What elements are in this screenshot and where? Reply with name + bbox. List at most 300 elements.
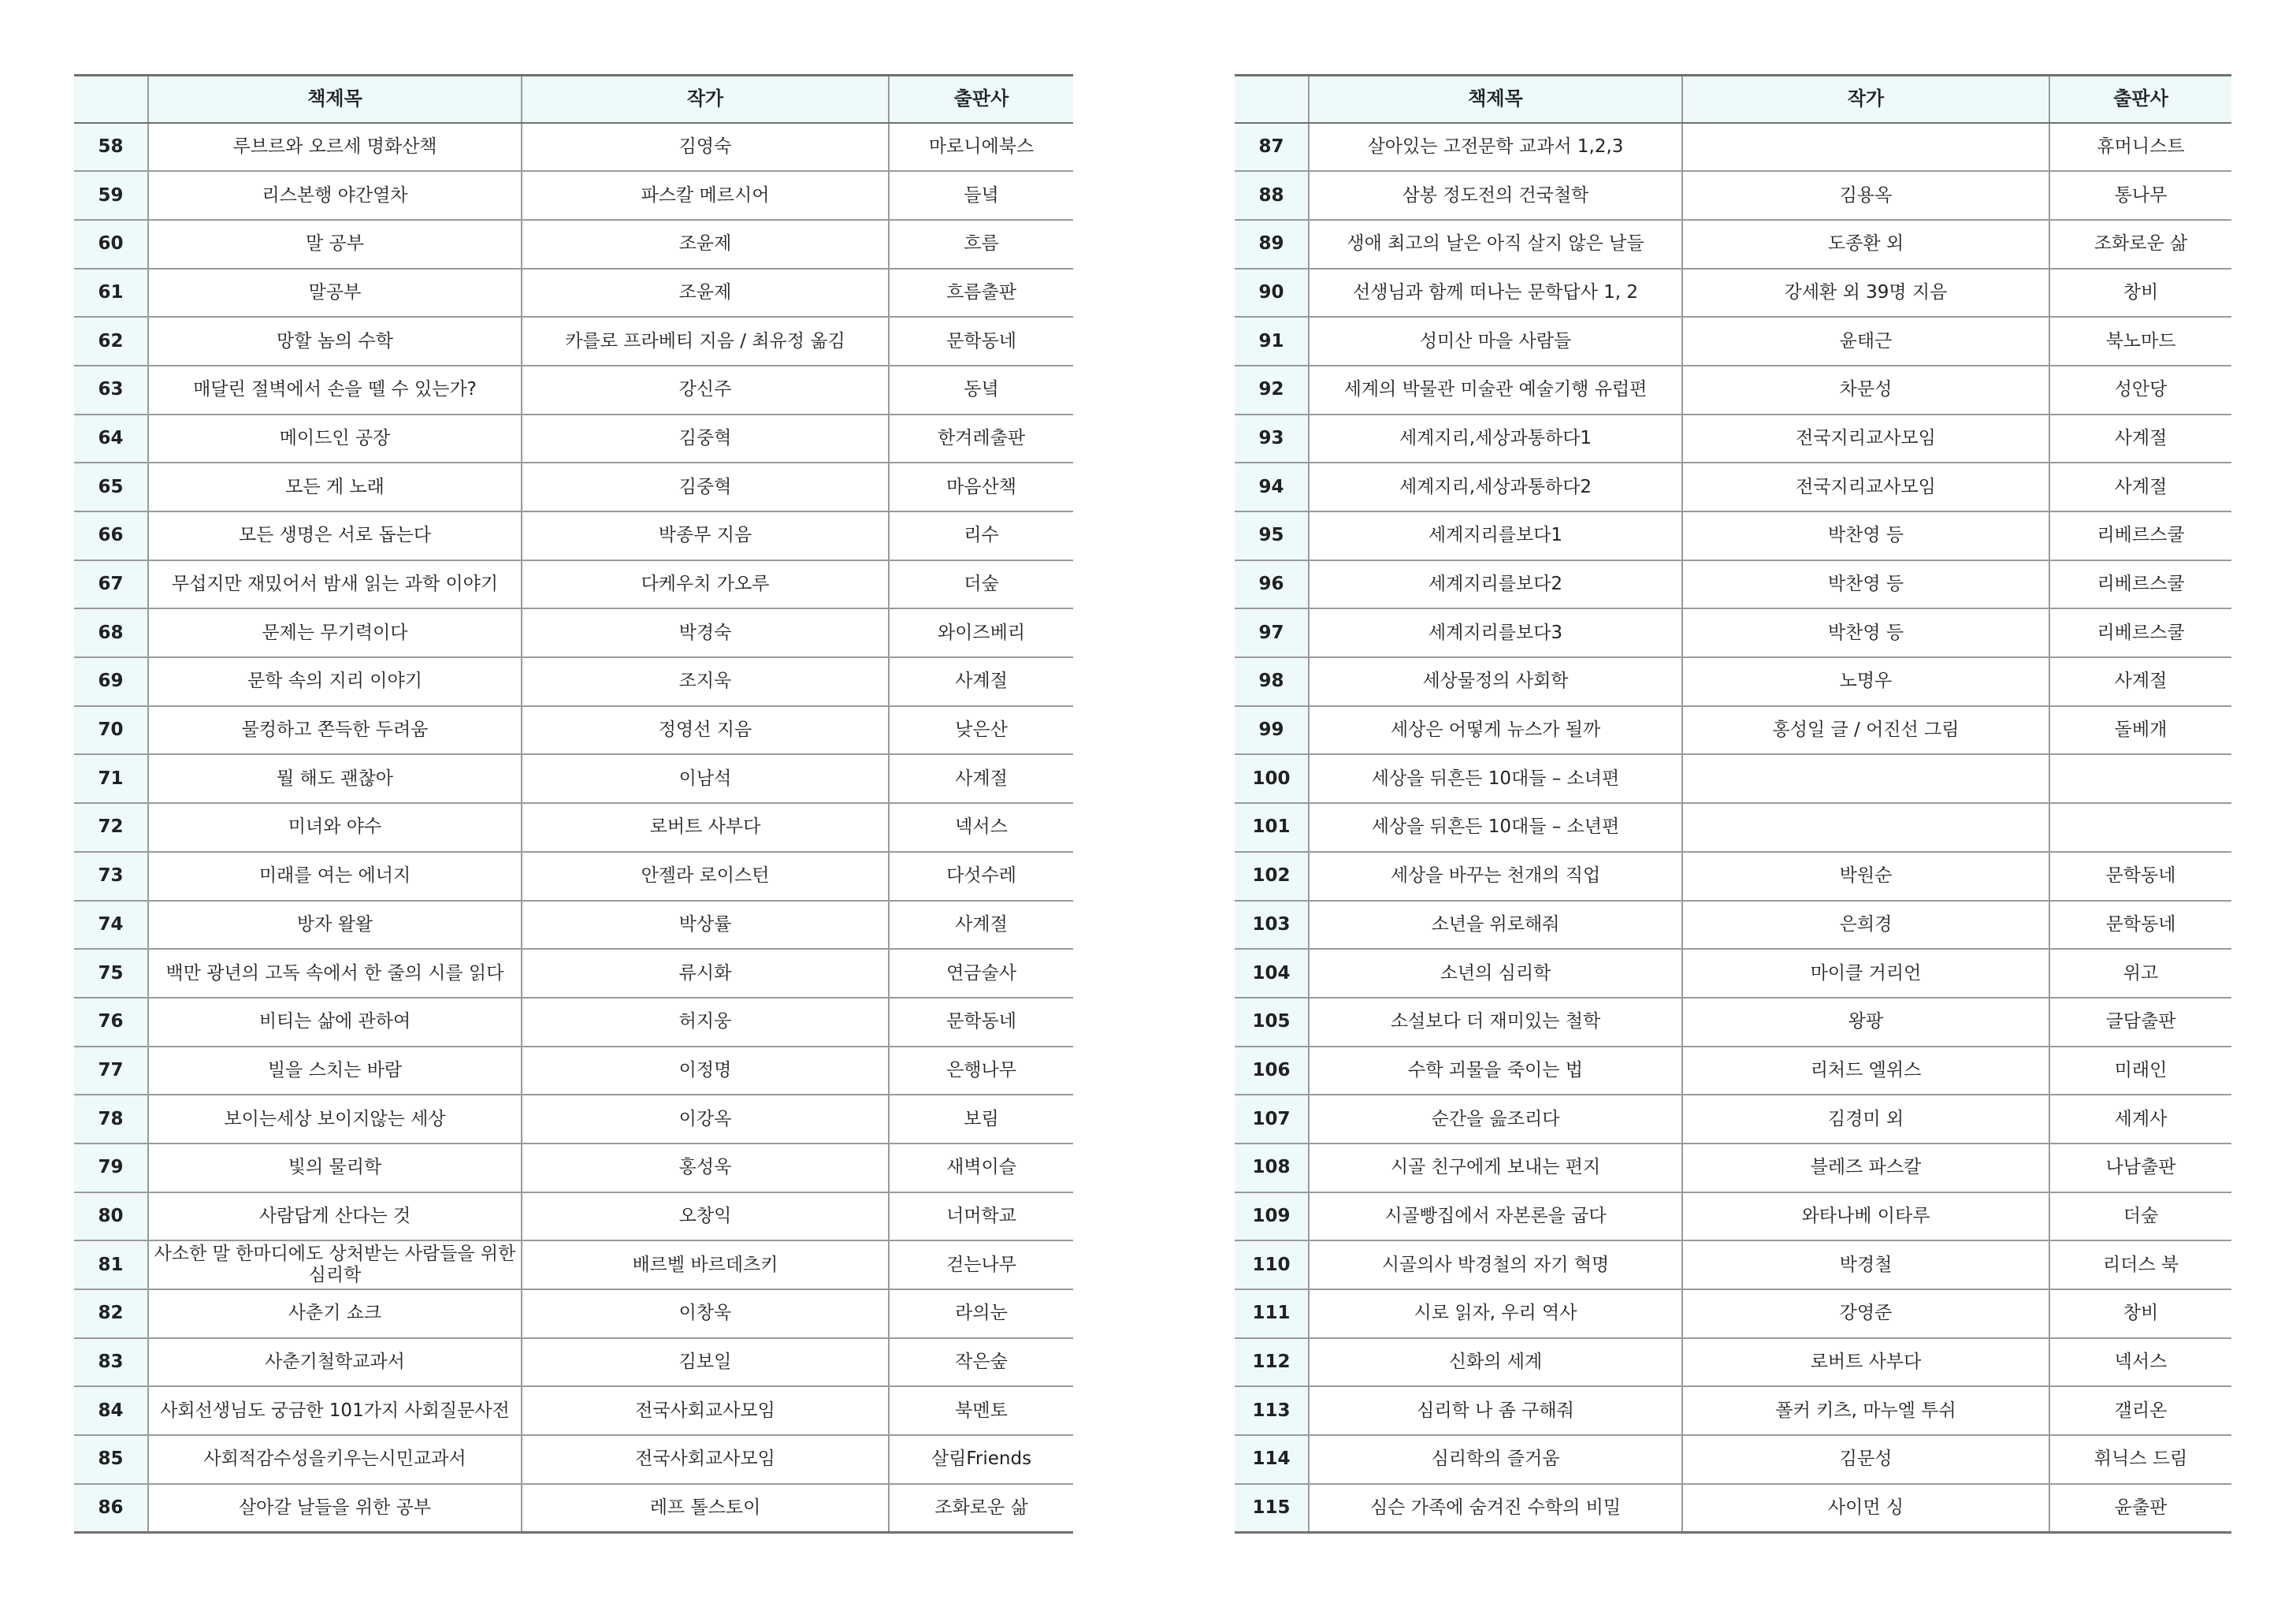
book-title: 시로 읽자, 우리 역사 (1309, 1289, 1682, 1338)
table-row (1235, 269, 2231, 318)
table-row (1235, 998, 2231, 1047)
book-author: 전국지리교사모임 (1682, 415, 2049, 463)
row-number: 94 (1235, 463, 1309, 511)
book-publisher: 세계사 (2049, 1095, 2231, 1144)
table-row (74, 657, 1073, 706)
table-row (74, 754, 1073, 803)
book-publisher: 살림Friends (889, 1435, 1073, 1484)
table-row (74, 1144, 1073, 1192)
book-publisher: 휘닉스 드림 (2049, 1435, 2231, 1484)
book-author: 박경철 (1682, 1240, 2049, 1289)
book-author: 은희경 (1682, 901, 2049, 950)
header-title: 책제목 (1309, 76, 1682, 123)
row-number: 111 (1235, 1289, 1309, 1338)
book-author: 김영숙 (522, 123, 889, 172)
book-author: 박상률 (522, 901, 889, 950)
table-row (1235, 171, 2231, 220)
row-number: 74 (74, 901, 148, 950)
book-publisher: 갤리온 (2049, 1386, 2231, 1435)
book-title: 말공부 (148, 269, 522, 318)
row-number: 58 (74, 123, 148, 172)
book-author: 박원순 (1682, 852, 2049, 901)
table-row (74, 949, 1073, 998)
book-title: 세계지리를보다1 (1309, 511, 1682, 560)
book-title: 세계지리,세상과통하다2 (1309, 463, 1682, 511)
table-header-row (1235, 76, 2231, 123)
header-publisher: 출판사 (2049, 76, 2231, 123)
table-row (1235, 1192, 2231, 1241)
row-number: 92 (1235, 366, 1309, 415)
book-title: 세계의 박물관 미술관 예술기행 유럽편 (1309, 366, 1682, 415)
row-number: 69 (74, 657, 148, 706)
book-title: 사춘기 쇼크 (148, 1289, 522, 1338)
table-row (1235, 1047, 2231, 1095)
book-author: 홍성욱 (522, 1144, 889, 1192)
row-number: 97 (1235, 608, 1309, 657)
book-author (1682, 803, 2049, 852)
table-row (74, 1484, 1073, 1533)
book-publisher: 은행나무 (889, 1047, 1073, 1095)
table-row (1235, 1289, 2231, 1338)
table-row (74, 608, 1073, 657)
book-title: 문제는 무기력이다 (148, 608, 522, 657)
book-title: 뭘 해도 괜찮아 (148, 754, 522, 803)
book-publisher: 들녘 (889, 171, 1073, 220)
book-title: 세계지리,세상과통하다1 (1309, 415, 1682, 463)
table-row (74, 998, 1073, 1047)
book-publisher: 라의눈 (889, 1289, 1073, 1338)
book-publisher: 작은숲 (889, 1338, 1073, 1387)
book-publisher: 휴머니스트 (2049, 123, 2231, 172)
row-number: 78 (74, 1095, 148, 1144)
row-number: 101 (1235, 803, 1309, 852)
book-publisher: 글담출판 (2049, 998, 2231, 1047)
row-number: 100 (1235, 754, 1309, 803)
book-publisher: 북멘토 (889, 1386, 1073, 1435)
book-publisher: 넥서스 (2049, 1338, 2231, 1387)
row-number: 113 (1235, 1386, 1309, 1435)
book-author: 마이클 거리언 (1682, 949, 2049, 998)
book-title: 삼봉 정도전의 건국철학 (1309, 171, 1682, 220)
book-publisher: 더숲 (2049, 1192, 2231, 1241)
header-number (74, 76, 148, 123)
row-number: 66 (74, 511, 148, 560)
row-number: 80 (74, 1192, 148, 1241)
row-number: 86 (74, 1484, 148, 1533)
book-title: 사회적감수성을키우는시민교과서 (148, 1435, 522, 1484)
row-number: 105 (1235, 998, 1309, 1047)
table-row (1235, 901, 2231, 950)
book-title: 소년을 위로해줘 (1309, 901, 1682, 950)
row-number: 91 (1235, 317, 1309, 366)
header-number (1235, 76, 1309, 123)
table-row (1235, 1484, 2231, 1533)
row-number: 95 (1235, 511, 1309, 560)
book-publisher: 문학동네 (2049, 852, 2231, 901)
book-author: 안젤라 로이스턴 (522, 852, 889, 901)
row-number: 65 (74, 463, 148, 511)
header-title: 책제목 (148, 76, 522, 123)
book-author: 오창익 (522, 1192, 889, 1241)
book-title: 선생님과 함께 떠나는 문학답사 1, 2 (1309, 269, 1682, 318)
book-author: 와타나베 이타루 (1682, 1192, 2049, 1241)
book-author: 로버트 사부다 (1682, 1338, 2049, 1387)
book-publisher: 성안당 (2049, 366, 2231, 415)
row-number: 96 (1235, 560, 1309, 609)
book-publisher: 리베르스쿨 (2049, 608, 2231, 657)
book-title: 심리학 나 좀 구해줘 (1309, 1386, 1682, 1435)
book-author: 김중혁 (522, 415, 889, 463)
book-publisher: 윤출판 (2049, 1484, 2231, 1533)
row-number: 72 (74, 803, 148, 852)
table-row (74, 511, 1073, 560)
table-row (1235, 1240, 2231, 1289)
table-row (1235, 560, 2231, 609)
book-publisher: 문학동네 (889, 317, 1073, 366)
book-title: 소년의 심리학 (1309, 949, 1682, 998)
row-number: 89 (1235, 220, 1309, 269)
book-author: 박경숙 (522, 608, 889, 657)
book-author: 배르벨 바르데츠키 (522, 1240, 889, 1289)
table-row (74, 1240, 1073, 1289)
book-author: 허지웅 (522, 998, 889, 1047)
book-title: 세상을 뒤흔든 10대들 – 소녀편 (1309, 754, 1682, 803)
book-title: 문학 속의 지리 이야기 (148, 657, 522, 706)
book-list-table-left (74, 74, 1073, 1534)
book-publisher: 돌베개 (2049, 706, 2231, 755)
table-row (74, 1047, 1073, 1095)
book-title: 생애 최고의 날은 아직 살지 않은 날들 (1309, 220, 1682, 269)
table-row (74, 171, 1073, 220)
book-author (1682, 754, 2049, 803)
book-publisher: 사계절 (889, 657, 1073, 706)
row-number: 102 (1235, 852, 1309, 901)
row-number: 110 (1235, 1240, 1309, 1289)
row-number: 90 (1235, 269, 1309, 318)
book-title: 미래를 여는 에너지 (148, 852, 522, 901)
book-author: 박찬영 등 (1682, 511, 2049, 560)
row-number: 77 (74, 1047, 148, 1095)
row-number: 73 (74, 852, 148, 901)
book-author: 강세환 외 39명 지음 (1682, 269, 2049, 318)
book-list-body-right (1235, 123, 2231, 1533)
book-author: 전국지리교사모임 (1682, 463, 2049, 511)
book-publisher: 나남출판 (2049, 1144, 2231, 1192)
book-title: 사람답게 산다는 것 (148, 1192, 522, 1241)
book-publisher: 창비 (2049, 1289, 2231, 1338)
book-author: 강영준 (1682, 1289, 2049, 1338)
table-row (74, 1386, 1073, 1435)
book-author: 카를로 프라베티 지음 / 최유정 옮김 (522, 317, 889, 366)
book-author: 김보일 (522, 1338, 889, 1387)
row-number: 61 (74, 269, 148, 318)
row-number: 108 (1235, 1144, 1309, 1192)
table-row (1235, 511, 2231, 560)
book-publisher: 흐름출판 (889, 269, 1073, 318)
table-row (1235, 415, 2231, 463)
row-number: 84 (74, 1386, 148, 1435)
book-publisher: 마로니에북스 (889, 123, 1073, 172)
table-row (1235, 220, 2231, 269)
book-title: 세상물정의 사회학 (1309, 657, 1682, 706)
book-publisher: 창비 (2049, 269, 2231, 318)
book-publisher: 새벽이슬 (889, 1144, 1073, 1192)
table-row (1235, 317, 2231, 366)
book-title: 사소한 말 한마디에도 상처받는 사람들을 위한 심리학 (148, 1240, 522, 1289)
table-row (1235, 852, 2231, 901)
book-title: 순간을 읊조리다 (1309, 1095, 1682, 1144)
book-author (1682, 123, 2049, 172)
book-publisher: 사계절 (2049, 415, 2231, 463)
book-title: 세계지리를보다3 (1309, 608, 1682, 657)
row-number: 59 (74, 171, 148, 220)
book-list-table-right (1235, 74, 2231, 1534)
book-publisher: 낮은산 (889, 706, 1073, 755)
row-number: 83 (74, 1338, 148, 1387)
table-row (1235, 657, 2231, 706)
book-author: 김용옥 (1682, 171, 2049, 220)
book-author: 박찬영 등 (1682, 560, 2049, 609)
book-author: 블레즈 파스칼 (1682, 1144, 2049, 1192)
row-number: 114 (1235, 1435, 1309, 1484)
table-row (1235, 1386, 2231, 1435)
table-row (1235, 1435, 2231, 1484)
book-title: 성미산 마을 사람들 (1309, 317, 1682, 366)
book-title: 세상을 바꾸는 천개의 직업 (1309, 852, 1682, 901)
book-title: 메이드인 공장 (148, 415, 522, 463)
book-publisher: 조화로운 삶 (889, 1484, 1073, 1533)
book-publisher: 리베르스쿨 (2049, 511, 2231, 560)
table-row (74, 852, 1073, 901)
book-author: 이정명 (522, 1047, 889, 1095)
table-row (74, 269, 1073, 318)
book-author: 노명우 (1682, 657, 2049, 706)
book-publisher: 보림 (889, 1095, 1073, 1144)
book-publisher: 위고 (2049, 949, 2231, 998)
book-author: 조지욱 (522, 657, 889, 706)
table-row (74, 706, 1073, 755)
row-number: 68 (74, 608, 148, 657)
book-title: 사춘기철학교과서 (148, 1338, 522, 1387)
book-publisher (2049, 803, 2231, 852)
book-publisher: 사계절 (889, 754, 1073, 803)
table-row (1235, 754, 2231, 803)
book-title: 심슨 가족에 숨겨진 수학의 비밀 (1309, 1484, 1682, 1533)
row-number: 98 (1235, 657, 1309, 706)
table-row (1235, 1095, 2231, 1144)
book-publisher: 문학동네 (889, 998, 1073, 1047)
table-row (74, 1192, 1073, 1241)
book-publisher: 사계절 (889, 901, 1073, 950)
book-author: 다케우치 가오루 (522, 560, 889, 609)
book-author: 조윤제 (522, 269, 889, 318)
book-author: 전국사회교사모임 (522, 1386, 889, 1435)
book-title: 시골의사 박경철의 자기 혁명 (1309, 1240, 1682, 1289)
book-author: 사이먼 싱 (1682, 1484, 2049, 1533)
book-author: 김문성 (1682, 1435, 2049, 1484)
book-title: 시골 친구에게 보내는 편지 (1309, 1144, 1682, 1192)
table-row (74, 1095, 1073, 1144)
row-number: 63 (74, 366, 148, 415)
book-publisher: 문학동네 (2049, 901, 2231, 950)
book-publisher: 한겨레출판 (889, 415, 1073, 463)
book-title: 소설보다 더 재미있는 철학 (1309, 998, 1682, 1047)
book-publisher: 리더스 북 (2049, 1240, 2231, 1289)
book-author: 전국사회교사모임 (522, 1435, 889, 1484)
book-author: 파스칼 메르시어 (522, 171, 889, 220)
row-number: 99 (1235, 706, 1309, 755)
book-publisher: 넥서스 (889, 803, 1073, 852)
book-publisher: 통나무 (2049, 171, 2231, 220)
row-number: 79 (74, 1144, 148, 1192)
book-author: 정영선 지음 (522, 706, 889, 755)
table-row (74, 901, 1073, 950)
book-publisher: 더숲 (889, 560, 1073, 609)
book-publisher: 사계절 (2049, 657, 2231, 706)
book-author: 이창욱 (522, 1289, 889, 1338)
book-author: 김경미 외 (1682, 1095, 2049, 1144)
row-number: 81 (74, 1240, 148, 1289)
row-number: 88 (1235, 171, 1309, 220)
book-publisher (2049, 754, 2231, 803)
book-title: 비티는 삶에 관하여 (148, 998, 522, 1047)
book-publisher: 걷는나무 (889, 1240, 1073, 1289)
table-row (1235, 608, 2231, 657)
row-number: 112 (1235, 1338, 1309, 1387)
book-author: 홍성일 글 / 어진선 그림 (1682, 706, 2049, 755)
book-title: 망할 놈의 수학 (148, 317, 522, 366)
book-title: 루브르와 오르세 명화산책 (148, 123, 522, 172)
book-publisher: 다섯수레 (889, 852, 1073, 901)
header-author: 작가 (522, 76, 889, 123)
book-author: 김중혁 (522, 463, 889, 511)
row-number: 103 (1235, 901, 1309, 950)
book-title: 빛의 물리학 (148, 1144, 522, 1192)
table-row (74, 1338, 1073, 1387)
book-author: 류시화 (522, 949, 889, 998)
row-number: 60 (74, 220, 148, 269)
book-publisher: 리베르스쿨 (2049, 560, 2231, 609)
book-publisher: 연금술사 (889, 949, 1073, 998)
book-publisher: 너머학교 (889, 1192, 1073, 1241)
table-row (74, 803, 1073, 852)
row-number: 106 (1235, 1047, 1309, 1095)
row-number: 62 (74, 317, 148, 366)
book-title: 시골빵집에서 자본론을 굽다 (1309, 1192, 1682, 1241)
book-title: 신화의 세계 (1309, 1338, 1682, 1387)
table-row (74, 560, 1073, 609)
table-row (74, 220, 1073, 269)
book-publisher: 동녘 (889, 366, 1073, 415)
row-number: 67 (74, 560, 148, 609)
book-author: 강신주 (522, 366, 889, 415)
book-title: 세상은 어떻게 뉴스가 될까 (1309, 706, 1682, 755)
book-title: 백만 광년의 고독 속에서 한 줄의 시를 읽다 (148, 949, 522, 998)
book-title: 모든 게 노래 (148, 463, 522, 511)
book-author: 윤태근 (1682, 317, 2049, 366)
row-number: 115 (1235, 1484, 1309, 1533)
book-publisher: 미래인 (2049, 1047, 2231, 1095)
table-row (1235, 366, 2231, 415)
book-author: 이남석 (522, 754, 889, 803)
book-list-body-left (74, 123, 1073, 1533)
table-row (74, 1435, 1073, 1484)
book-author: 로버트 사부다 (522, 803, 889, 852)
table-row (74, 366, 1073, 415)
row-number: 64 (74, 415, 148, 463)
row-number: 70 (74, 706, 148, 755)
table-row (74, 123, 1073, 172)
row-number: 85 (74, 1435, 148, 1484)
book-author: 폴커 키츠, 마누엘 투쉬 (1682, 1386, 2049, 1435)
book-title: 사회선생님도 궁금한 101가지 사회질문사전 (148, 1386, 522, 1435)
row-number: 109 (1235, 1192, 1309, 1241)
book-publisher: 사계절 (2049, 463, 2231, 511)
book-title: 보이는세상 보이지않는 세상 (148, 1095, 522, 1144)
table-row (74, 317, 1073, 366)
table-row (1235, 123, 2231, 172)
table-row (1235, 949, 2231, 998)
row-number: 76 (74, 998, 148, 1047)
book-author: 왕팡 (1682, 998, 2049, 1047)
book-title: 미녀와 야수 (148, 803, 522, 852)
book-title: 수학 괴물을 죽이는 법 (1309, 1047, 1682, 1095)
book-title: 살아갈 날들을 위한 공부 (148, 1484, 522, 1533)
table-row (74, 1289, 1073, 1338)
row-number: 87 (1235, 123, 1309, 172)
header-publisher: 출판사 (889, 76, 1073, 123)
table-header-row (74, 76, 1073, 123)
book-title: 살아있는 고전문학 교과서 1,2,3 (1309, 123, 1682, 172)
table-row (74, 415, 1073, 463)
book-publisher: 와이즈베리 (889, 608, 1073, 657)
table-row (1235, 1338, 2231, 1387)
table-row (1235, 463, 2231, 511)
row-number: 71 (74, 754, 148, 803)
book-publisher: 마음산책 (889, 463, 1073, 511)
book-title: 심리학의 즐거움 (1309, 1435, 1682, 1484)
row-number: 75 (74, 949, 148, 998)
book-publisher: 북노마드 (2049, 317, 2231, 366)
book-title: 리스본행 야간열차 (148, 171, 522, 220)
row-number: 104 (1235, 949, 1309, 998)
book-author: 이강옥 (522, 1095, 889, 1144)
book-title: 방자 왈왈 (148, 901, 522, 950)
book-author: 조윤제 (522, 220, 889, 269)
row-number: 107 (1235, 1095, 1309, 1144)
book-title: 빌을 스치는 바람 (148, 1047, 522, 1095)
book-publisher: 흐름 (889, 220, 1073, 269)
book-title: 세계지리를보다2 (1309, 560, 1682, 609)
book-title: 매달린 절벽에서 손을 뗄 수 있는가? (148, 366, 522, 415)
book-title: 세상을 뒤흔든 10대들 – 소년편 (1309, 803, 1682, 852)
book-publisher: 리수 (889, 511, 1073, 560)
book-title: 모든 생명은 서로 돕는다 (148, 511, 522, 560)
header-author: 작가 (1682, 76, 2049, 123)
table-row (74, 463, 1073, 511)
row-number: 93 (1235, 415, 1309, 463)
table-row (1235, 706, 2231, 755)
book-title: 무섭지만 재밌어서 밤새 읽는 과학 이야기 (148, 560, 522, 609)
book-title: 말 공부 (148, 220, 522, 269)
book-author: 차문성 (1682, 366, 2049, 415)
table-row (1235, 1144, 2231, 1192)
book-author: 박종무 지음 (522, 511, 889, 560)
book-author: 레프 톨스토이 (522, 1484, 889, 1533)
book-author: 리처드 엘위스 (1682, 1047, 2049, 1095)
row-number: 82 (74, 1289, 148, 1338)
book-author: 박찬영 등 (1682, 608, 2049, 657)
